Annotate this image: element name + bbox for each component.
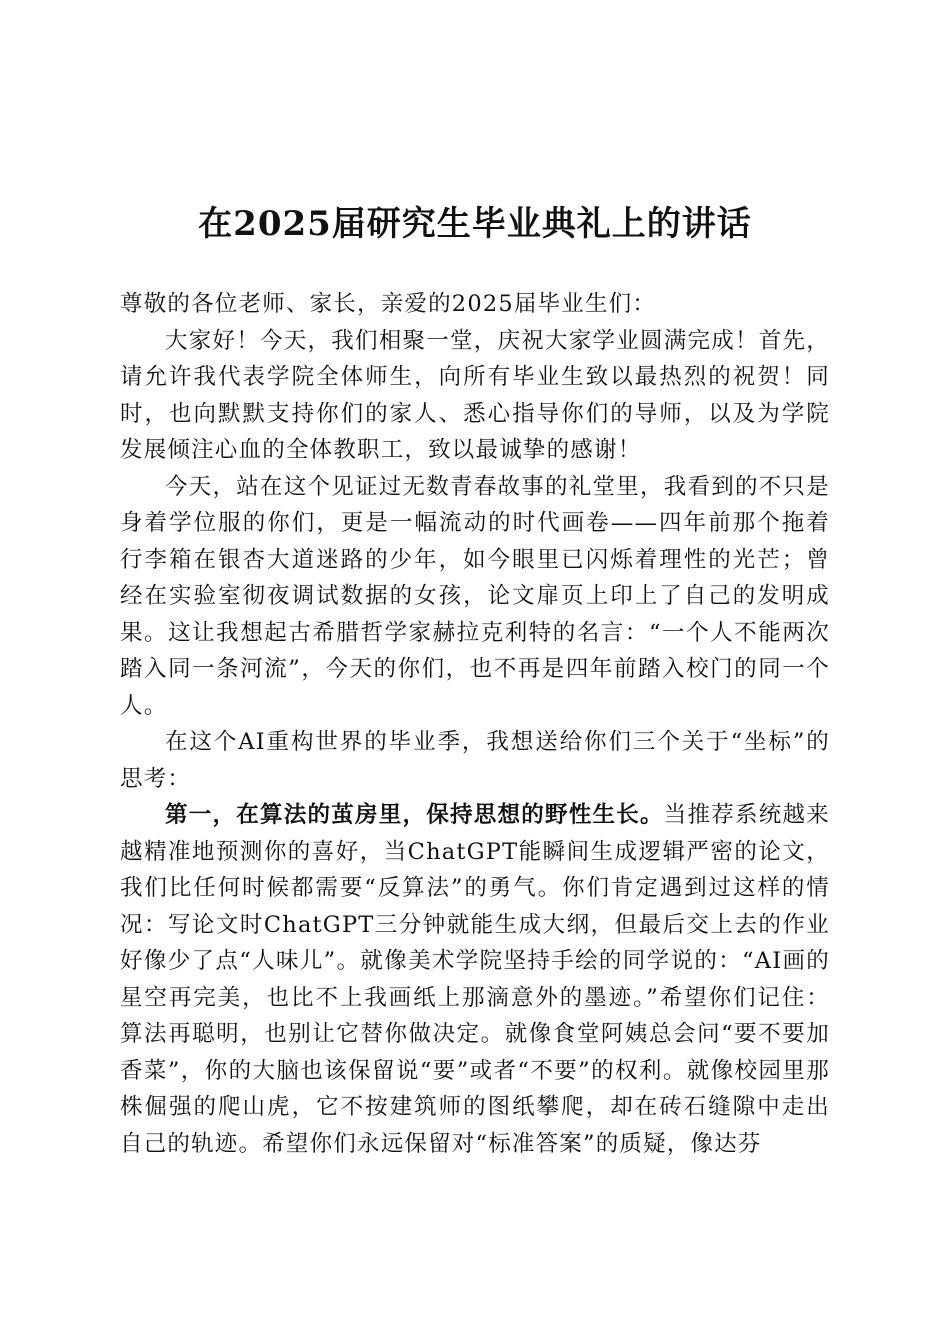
speech-body	[120, 286, 830, 1162]
paragraph-text: 今天，站在这个见证过无数青春故事的礼堂里，我看到的不只是身着学位服的你们，更是一幅流动的时代画卷——四年前那个拖着行李箱在银杏大道迷路的少年，如今眼里已闪烁着理性的光芒；曾经在实验室彻夜调试数据的女孩，论文扉页上印上了自己的发明成果。这让我想起古希腊哲学家赫拉克利特的名言：“一个人不能两次踏入同一条河流”，今天的你们，也不再是四年前踏入校门的同一个人。	[120, 473, 830, 719]
paragraph-text: 在这个AI重构世界的毕业季，我想送给你们三个关于“坐标”的思考：	[120, 729, 830, 792]
paragraph-text: 当推荐系统越来越精准地预测你的喜好，当ChatGPT能瞬间生成逻辑严密的论文，我们比任何时候都需要“反算法”的勇气。你们肯定遇到过这样的情况：写论文时ChatGPT三分钟就能生成大纲，但最后交上去的作业好像少了点“人味儿”。就像美术学院坚持手绘的同学说的：“AI画的星空再完美，也比不上我画纸上那滴意外的墨迹。”希望你们记住：算法再聪明，也别让它替你做决定。就像食堂阿姨总会问“要不要加香菜”，你的大脑也该保留说“要”或者“不要”的权利。就像校园里那株倔强的爬山虎，它不按建筑师的图纸攀爬，却在砖石缝隙中走出自己的轨迹。希望你们永远保留对“标准答案”的质疑，像达芬	[120, 802, 831, 1157]
paragraph-first-point	[120, 797, 830, 1162]
paragraph-reflection	[120, 469, 830, 725]
document-title: 在2025届研究生毕业典礼上的讲话	[198, 204, 752, 244]
paragraph-coordinates-intro	[120, 724, 830, 797]
salutation: 尊敬的各位老师、家长，亲爱的2025届毕业生们：	[120, 291, 657, 317]
paragraph-lead: 第一，在算法的茧房里，保持思想的野性生长。	[165, 802, 664, 828]
paragraph-text: 大家好！今天，我们相聚一堂，庆祝大家学业圆满完成！首先，请允许我代表学院全体师生，向所有毕业生致以最热烈的祝贺！同时，也向默默支持你们的家人、悉心指导你们的导师，以及为学院发展倾注心血的全体教职工，致以最诚挚的感谢！	[120, 327, 830, 463]
paragraph-greeting	[120, 323, 830, 469]
